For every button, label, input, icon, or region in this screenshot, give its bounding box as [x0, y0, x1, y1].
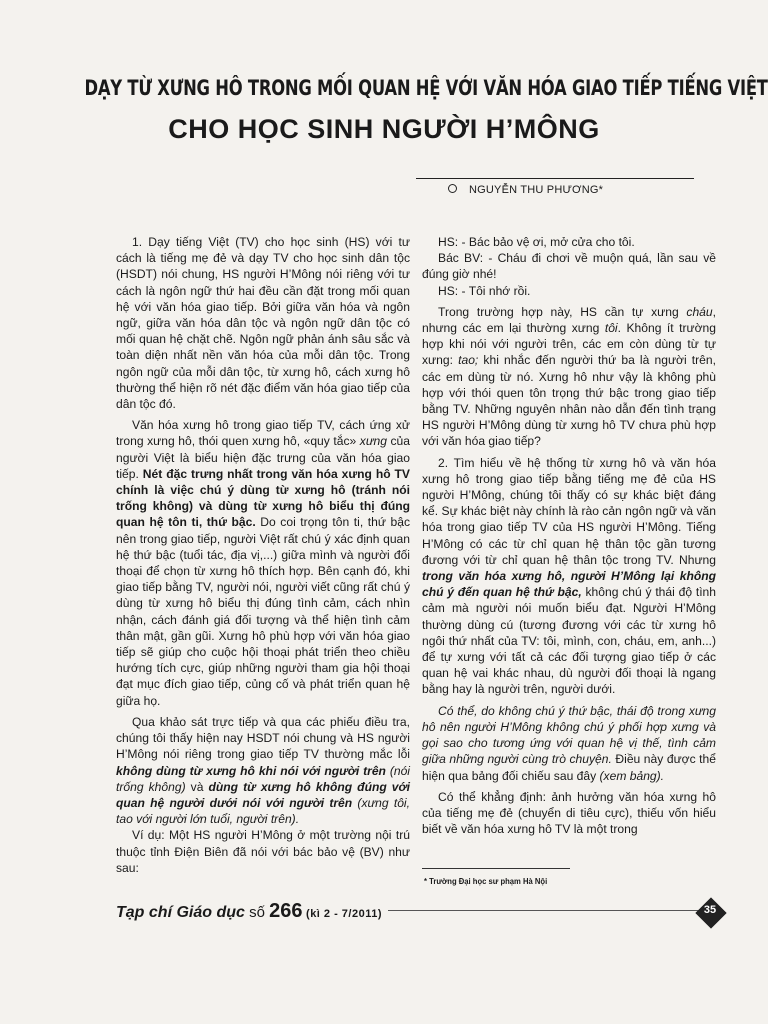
right-column [422, 234, 716, 837]
text-run: của người Việt là biểu hiện đặc trưng của văn hóa giao tiếp. [116, 434, 410, 481]
text-run-italic: (nói trống không) [116, 763, 410, 794]
left-column [116, 234, 410, 876]
author-byline [448, 184, 603, 196]
text-run-bold-italic: trong văn hóa xưng hô, người H’Mông lại không chú ý đến quan hệ thứ bậc, [422, 569, 716, 600]
text-run: khi nhắc đến người thứ ba là người trên, các em dùng từ nó. Xưng hô như vậy là không phù hợp với thói quen tôn trọng thứ bậc trong giao tiếp bằng TV. Những nguyên nhân nào dẫn đến tình trạng HS người H’Mông dùng từ xưng hô TV chưa phù hợp với văn hóa giao tiếp? [422, 353, 716, 449]
dialogue-line-3: HS: - Tôi nhớ rồi. [438, 283, 531, 298]
issue-prefix: số [244, 904, 270, 921]
dialogue-line-1: HS: - Bác bảo vệ ơi, mở cửa cho tôi. [438, 235, 635, 249]
paragraph-8: Có thể khẳng định: ảnh hưởng văn hóa xưng hô của tiếng mẹ đẻ (chuyển di tiêu cực), thiếu vốn hiểu biết về văn hóa xưng hô TV là một trong [422, 789, 716, 837]
text-run: và [185, 779, 209, 794]
dialogue-line-2: Bác BV: - Cháu đi chơi về muộn quá, lần sau về đúng giờ nhé! [422, 251, 716, 282]
text-run: Do coi trọng tôn ti, thứ bậc nên trong giao tiếp, người Việt rất chú ý xác định quan hệ thứ bậc (tuổi tác, địa vị,...) giữa mình và người đối thoại để chọn từ xưng hô thích hợp. Bên cạnh đó, khi giao tiếp bằng TV, người nói, người viết cũng rất chú ý dùng từ xưng hô biểu thị đúng tình cảm, cách nhìn nhận, cách đánh giá đối tượng và thể hiện tình cảm thân mật, gần gũi. Xưng hô phù hợp với văn hóa giao tiếp sẽ giúp cho cuộc hội thoại phát triển theo chiều hướng tích cực, giúp những người tham gia hội thoại đạt mục đích giao tiếp, củng cố và phát triển quan hệ giữa họ. [116, 515, 410, 708]
circle-bullet-icon [448, 184, 457, 193]
text-run-italic: tao; [458, 353, 479, 368]
journal-name: Tạp chí Giáo dục [116, 904, 245, 921]
text-run: không chú ý thái độ tình cảm mà người nói muốn biểu đạt. Người H’Mông thường dùng cú (tương đương với các từ xưng hô ngôi thứ nhất của TV: tôi, mình, con, cháu, em, anh...) để tự xưng với tất cả các đối tượng giao tiếp ở các quan hệ vai khác nhau, dù người đối thoại là ngang bằng hay là người trên, người dưới. [422, 585, 717, 697]
paragraph-4: Ví dụ: Một HS người H’Mông ở một trường nội trú thuộc tỉnh Điện Biên đã nói với bác bảo vệ (BV) như sau: [116, 828, 410, 875]
issue-number: 266 [269, 900, 303, 922]
text-run: Văn hóa xưng hô trong giao tiếp TV, cách ứng xử trong xưng hô, thói quen xưng hô, «quy tắc» [116, 418, 410, 449]
paragraph-1: 1. Dạy tiếng Việt (TV) cho học sinh (HS) với tư cách là tiếng mẹ đẻ và dạy TV cho học sinh dân tộc (HSDT) nói chung, HS người H’Mông nói riêng với tư cách là ngôn ngữ thứ hai đều cần đặt trong mối quan hệ với văn hóa giao tiếp. Bởi giữa văn hóa và ngôn ngữ, giữa văn hóa dân tộc và ngôn ngữ dân tộc có mối quan hệ chặt chẽ. Ngôn ngữ phản ánh sâu sắc và toàn diện nhất nền văn hóa của mỗi dân tộc. Trong ngôn ngữ của mỗi dân tộc, từ xưng hô, cách xưng hô thường thể hiện rõ nét đặc điểm văn hóa giao tiếp của dân tộc đó. [116, 235, 410, 412]
page-number-badge [696, 898, 724, 926]
text-run-italic: (xem bảng). [599, 768, 665, 783]
paragraph-6 [422, 455, 716, 698]
text-run: 2. Tìm hiểu về hệ thống từ xưng hô và văn hóa xưng hô trong giao tiếp bằng tiếng mẹ đẻ của HS người H’Mông, chúng tôi thấy có sự khác biệt đáng kể. Sự khác biệt này chính là rào cản ngôn ngữ và văn hóa trong giao tiếp TV của HS người H’Mông. Tiếng H’Mông có các từ chỉ quan hệ thân tộc gần tương đương với từ chỉ quan hệ thân tộc trong TV. Nhưng [422, 455, 716, 567]
text-run-italic: cháu [686, 304, 713, 319]
page-number: 35 [703, 904, 717, 916]
text-run-italic: (xưng tôi, tao với người lớn tuổi, người trên). [116, 795, 410, 827]
journal-footer [116, 900, 388, 923]
footnote: * Trường Đại học sư phạm Hà Nội [424, 876, 548, 886]
text-run-italic: xưng [359, 434, 387, 449]
text-run: Điều này được thể hiện qua bảng đối chiếu sau đây [422, 752, 716, 783]
footnote-divider [422, 868, 570, 869]
text-run: , nhưng các em lại thường xưng [422, 304, 716, 336]
paragraph-7 [422, 703, 716, 784]
author-divider [416, 178, 694, 179]
text-run-bold-italic: không dùng từ xưng hô khi nói với người trên [116, 763, 386, 778]
paragraph-3 [116, 714, 410, 827]
article-title-line2: CHO HỌC SINH NGƯỜI H’MÔNG [168, 114, 600, 144]
issue-date: (kì 2 - 7/2011) [302, 908, 383, 920]
text-run-italic: Có thể, do không chú ý thứ bậc, thái độ trong xưng hô nên người H’Mông không chú ý phối hợp xưng và gọi sao cho tương ứng với quan hệ vị thế, tình cảm giữa những người cùng trò chuyện. [422, 703, 716, 767]
text-run-bold: Nét đặc trưng nhất trong văn hóa xưng hô TV chính là việc chú ý dùng từ xưng hô (tránh nói trống không) và dùng từ xưng hô biểu thị đúng quan hệ tôn ti, thứ bậc. [116, 466, 410, 530]
text-run-bold-italic: dùng từ xưng hô không đúng với quan hệ người dưới nói với người trên [116, 779, 410, 810]
text-run: . Không ít trường hợp khi nói với người trên, các em còn dùng từ tự xưng: [422, 321, 716, 368]
paragraph-2 [116, 417, 410, 709]
author-name: NGUYỄN THU PHƯƠNG* [469, 184, 604, 196]
text-run: Qua khảo sát trực tiếp và qua các phiếu điều tra, chúng tôi thấy hiện nay HSDT nói chung và HS người H’Mông nói riêng trong giao tiếp TV thường mắc lỗi [116, 714, 410, 762]
paragraph-5 [422, 304, 716, 450]
text-run: Trong trường hợp này, HS cần tự xưng [438, 304, 687, 319]
text-run-italic: tôi [604, 321, 618, 336]
article-title-line1: DẠY TỪ XƯNG HÔ TRONG MỐI QUAN HỆ VỚI VĂN HÓA GIAO TIẾP TIẾNG VIỆT [84, 76, 768, 100]
